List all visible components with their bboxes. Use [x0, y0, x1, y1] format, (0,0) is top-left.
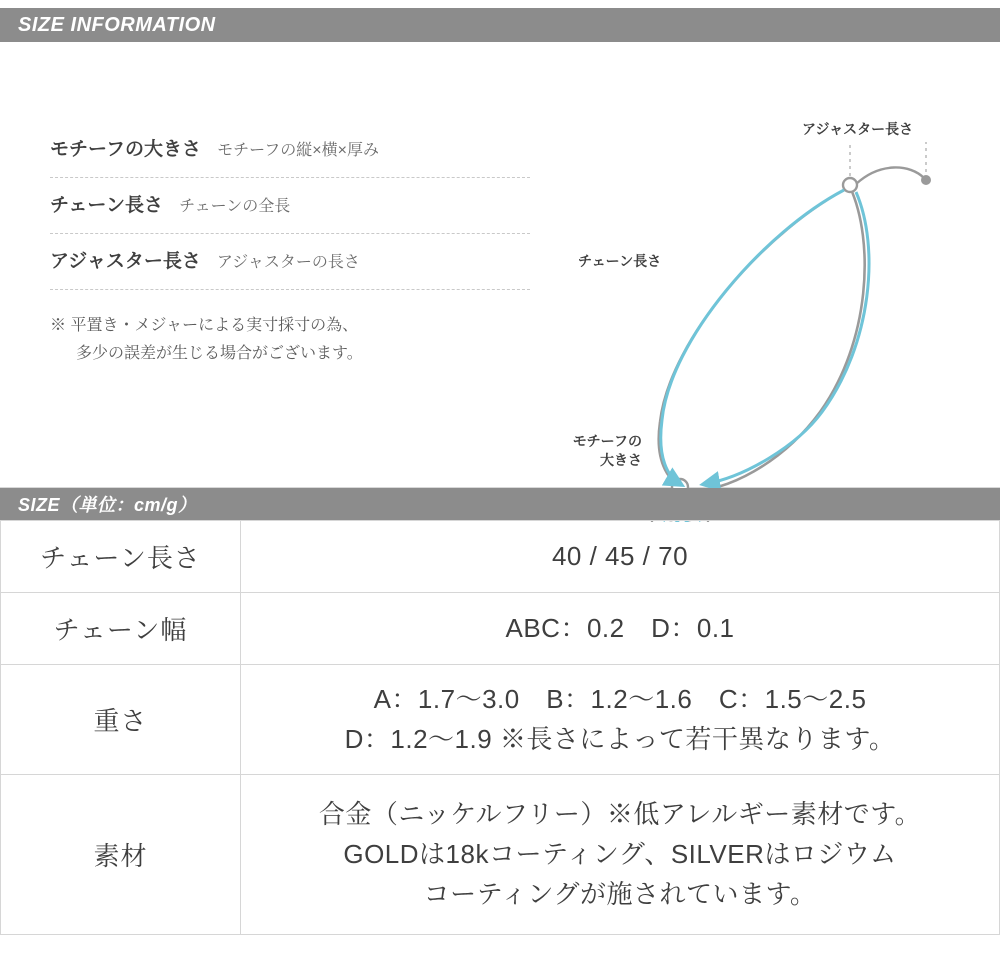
measurement-note: [50, 312, 530, 368]
definition-term-adjuster: アジャスター長さ: [50, 251, 201, 272]
definitions-list: [50, 122, 530, 368]
diagram-label-adjuster: アジャスター長さ: [802, 121, 914, 137]
measurement-note-line1: ※ 平置き・メジャーによる実寸採寸の為、: [50, 317, 359, 334]
definition-row-chain: [50, 178, 530, 234]
table-row: [1, 521, 1000, 593]
size-value-line: 40 / 45 / 70: [551, 541, 689, 572]
necklace-diagram: [520, 92, 990, 522]
size-row-value-weight: [241, 665, 1000, 775]
size-table: [0, 520, 1000, 935]
size-value-line: D：1.2〜1.9 ※長さによって若干異なります。: [344, 724, 896, 755]
size-row-value-chain-width: [241, 593, 1000, 665]
necklace-left-strand: [659, 187, 850, 490]
definition-term-motif: モチーフの大きさ: [50, 139, 202, 160]
necklace-right-strand: [690, 187, 865, 491]
size-row-value-material: [241, 774, 1000, 934]
definition-row-motif: [50, 122, 530, 178]
size-row-label-chain-width: チェーン幅: [1, 593, 241, 665]
diagram-label-motif: [520, 432, 642, 470]
diagram-label-motif-line2: 大きさ: [600, 451, 642, 468]
size-value-line: A：1.7〜3.0 B：1.2〜1.6 C：1.5〜2.5: [373, 684, 867, 714]
size-row-value-chain-length: [241, 521, 1000, 593]
size-row-label-chain-length: チェーン長さ: [1, 521, 241, 593]
clasp-ring: [843, 178, 857, 192]
table-row: [1, 665, 1000, 775]
table-row: [1, 593, 1000, 665]
size-value-line: 合金（ニッケルフリー）※低アレルギー素材です。: [318, 798, 922, 829]
adjuster-end-dot: [921, 175, 931, 185]
definition-desc-motif: モチーフの縦×横×厚み: [217, 142, 379, 159]
diagram-label-motif-line1: モチーフの: [572, 433, 642, 449]
size-table-title: SIZE（単位：cm/g）: [18, 495, 197, 515]
definitions-section: [0, 42, 1000, 488]
size-value-line: ABC：0.2 D：0.1: [505, 613, 735, 644]
size-row-label-weight: 重さ: [1, 665, 241, 775]
diagram-label-chain: チェーン長さ: [578, 253, 662, 269]
size-table-header: [0, 488, 1000, 520]
size-value-line: GOLDは18kコーティング、SILVERはロジウム: [343, 838, 897, 869]
chain-length-arrow-right: [705, 192, 869, 484]
definition-row-adjuster: [50, 234, 530, 290]
table-row: [1, 774, 1000, 934]
definition-term-chain: チェーン長さ: [50, 195, 164, 216]
chain-length-arrow-left: [661, 190, 844, 484]
definition-desc-adjuster: アジャスターの長さ: [216, 254, 360, 271]
size-row-label-material: 素材: [1, 774, 241, 934]
size-information-title: SIZE INFORMATION: [18, 13, 216, 36]
adjuster-tail: [856, 167, 924, 184]
size-information-header: [0, 8, 1000, 42]
definition-desc-chain: チェーンの全長: [179, 198, 291, 215]
size-value-line: コーティングが施されています。: [423, 879, 817, 910]
measurement-note-line2: 多少の誤差が生じる場合がございます。: [76, 345, 363, 362]
